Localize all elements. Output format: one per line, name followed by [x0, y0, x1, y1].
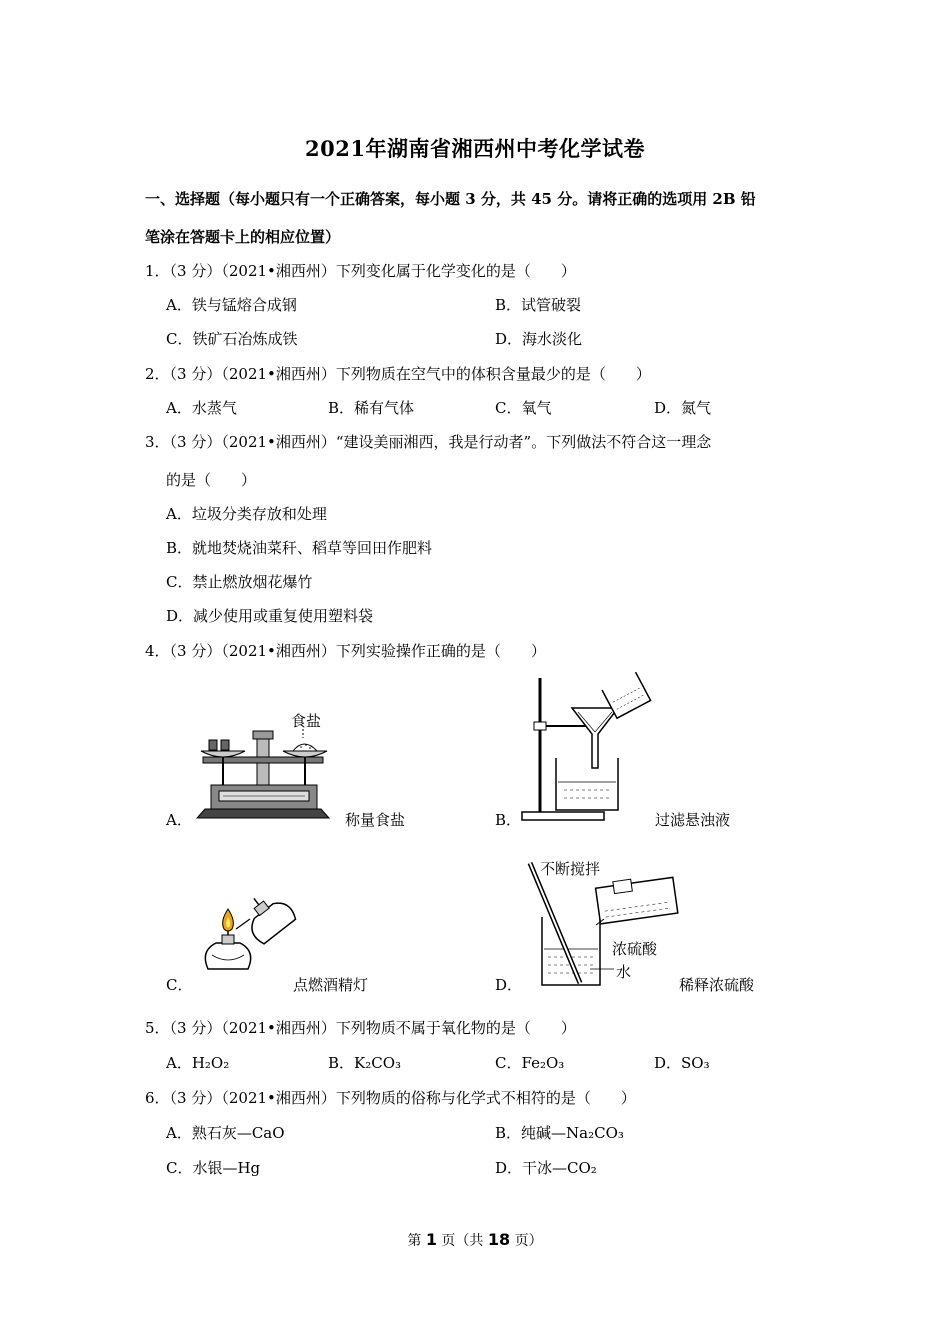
- balance-icon: [193, 705, 333, 825]
- question-3-option-a: A．垃圾分类存放和处理: [166, 505, 327, 523]
- question-6-option-c: C．水银—Hg: [166, 1159, 261, 1177]
- dilution-label-acid: 浓硫酸: [612, 940, 658, 958]
- question-4-option-b-letter: B．: [495, 811, 522, 829]
- footer-suffix: 页）: [510, 1233, 543, 1249]
- question-1-option-d: D．海水淡化: [495, 330, 583, 348]
- question-5-option-d: D．SO₃: [654, 1054, 710, 1072]
- balance-label: 食盐: [291, 712, 322, 730]
- question-4-option-d-letter: D．: [495, 976, 523, 994]
- question-5-option-c: C．Fe₂O₃: [495, 1054, 565, 1072]
- footer-page-number: 1: [425, 1230, 437, 1249]
- question-1-option-c: C．铁矿石冶炼成铁: [166, 330, 298, 348]
- question-6-option-a: A．熟石灰—CaO: [166, 1124, 285, 1142]
- page-footer: [0, 1230, 950, 1250]
- section-heading-line2: 笔涂在答题卡上的相应位置）: [145, 228, 341, 246]
- question-2-option-d: D．氮气: [654, 399, 712, 417]
- question-3-option-d: D．减少使用或重复使用塑料袋: [166, 607, 374, 625]
- page-title: 2021年湖南省湘西州中考化学试卷: [305, 136, 645, 161]
- dilution-icon: [524, 855, 680, 991]
- question-4-option-b-caption: 过滤悬浊液: [655, 811, 731, 829]
- question-4-option-a-caption: 称量食盐: [345, 811, 406, 829]
- question-6-stem: 6．（3 分）（2021•湘西州）下列物质的俗称与化学式不相符的是（ ）: [145, 1089, 636, 1107]
- question-5-stem: 5．（3 分）（2021•湘西州）下列物质不属于氧化物的是（ ）: [145, 1019, 576, 1037]
- question-2-stem: 2．（3 分）（2021•湘西州）下列物质在空气中的体积含量最少的是（ ）: [145, 365, 651, 383]
- question-4-option-d-caption: 稀释浓硫酸: [679, 976, 755, 994]
- filtration-icon: [518, 672, 658, 824]
- footer-total-pages: 18: [487, 1230, 511, 1249]
- question-3-option-c: C．禁止燃放烟花爆竹: [166, 573, 313, 591]
- question-4-option-c-caption: 点燃酒精灯: [293, 976, 369, 994]
- dilution-label-stir: 不断搅拌: [540, 860, 601, 878]
- question-2-option-b: B．稀有气体: [328, 399, 415, 417]
- question-2-option-a: A．水蒸气: [166, 399, 237, 417]
- question-3-stem: 3．（3 分）（2021•湘西州）“建设美丽湘西，我是行动者”。下列做法不符合这一理念: [145, 433, 712, 451]
- question-6-option-d: D．干冰—CO₂: [495, 1159, 597, 1177]
- question-3-option-b: B．就地焚烧油菜秆、稻草等回田作肥料: [166, 539, 433, 557]
- question-3-stem-cont: 的是（ ）: [166, 471, 257, 489]
- question-1-option-b: B．试管破裂: [495, 296, 582, 314]
- question-5-option-b: B．K₂CO₃: [328, 1054, 402, 1072]
- footer-prefix: 第: [407, 1233, 426, 1249]
- question-1-option-a: A．铁与锰熔合成钢: [166, 296, 297, 314]
- footer-middle: 页（共: [436, 1233, 488, 1249]
- question-1-stem: 1．（3 分）（2021•湘西州）下列变化属于化学变化的是（ ）: [145, 262, 576, 280]
- question-6-option-b: B．纯碱—Na₂CO₃: [495, 1124, 624, 1142]
- question-5-option-a: A．H₂O₂: [166, 1054, 230, 1072]
- dilution-label-water: 水: [616, 963, 632, 981]
- question-4-stem: 4．（3 分）（2021•湘西州）下列实验操作正确的是（ ）: [145, 642, 546, 660]
- question-2-option-c: C．氧气: [495, 399, 552, 417]
- alcohol-lamp-icon: [196, 893, 300, 987]
- section-heading-line1: 一、选择题（每小题只有一个正确答案，每小题 3 分，共 45 分。请将正确的选项用 2B 铅: [145, 190, 756, 208]
- question-4-option-c-letter: C．: [166, 976, 193, 994]
- question-4-option-a-letter: A．: [166, 811, 192, 829]
